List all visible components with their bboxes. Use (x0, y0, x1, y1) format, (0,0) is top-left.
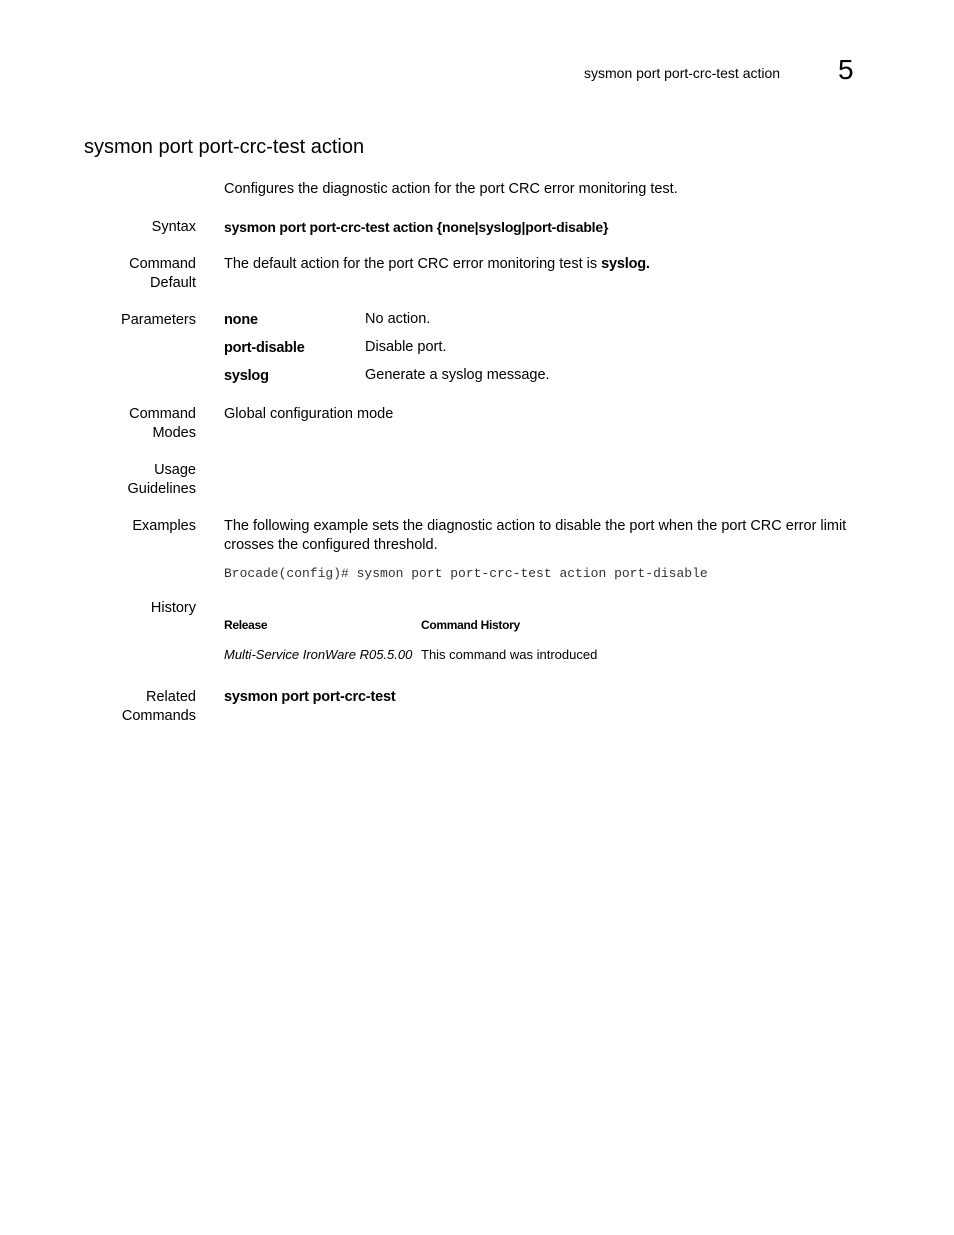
history-header-release: Release (224, 618, 268, 632)
usage-guidelines-label (127, 461, 196, 499)
param-desc-none: No action. (365, 311, 431, 327)
command-default-prefix: The default action for the port CRC error monitoring test is (224, 256, 602, 272)
command-modes-label-line2: Modes (152, 425, 196, 441)
chapter-number: 5 (838, 54, 854, 85)
command-modes-text: Global configuration mode (224, 406, 394, 422)
command-modes-label-line1: Command (129, 406, 196, 422)
related-commands-label-line2: Commands (121, 708, 196, 724)
examples-text-line1: The following example sets the diagnostic action to disable the port when the port CRC error limit (224, 518, 847, 534)
usage-guidelines-label-line2: Guidelines (127, 481, 196, 497)
running-header-title: sysmon port port-crc-test action (584, 65, 781, 81)
examples-text-line2: crosses the configured threshold. (224, 537, 438, 553)
examples-text (224, 517, 846, 555)
history-row-description: This command was introduced (421, 647, 598, 662)
history-header-command-history: Command History (421, 618, 520, 632)
command-description: Configures the diagnostic action for the port CRC error monitoring test. (224, 181, 678, 197)
command-default-label (129, 255, 196, 293)
related-commands-label-line1: Related (146, 689, 196, 705)
syntax-label: Syntax (151, 219, 196, 235)
syntax-text: sysmon port port-crc-test action {none|syslog|port-disable} (224, 219, 609, 235)
history-label: History (150, 600, 196, 616)
related-commands-label (122, 688, 196, 726)
example-code: Brocade(config)# sysmon port port-crc-test action port-disable (224, 566, 708, 581)
param-term-syslog: syslog (224, 368, 269, 384)
usage-guidelines-label-line1: Usage (154, 462, 196, 478)
command-default-text (224, 255, 650, 274)
command-default-value: syslog. (601, 256, 650, 272)
param-term-port-disable: port-disable (224, 340, 305, 356)
page-title: sysmon port port-crc-test action (84, 136, 365, 158)
command-modes-label (129, 405, 196, 443)
command-default-label-line1: Command (129, 256, 196, 272)
examples-label: Examples (132, 518, 196, 534)
related-command-link[interactable]: sysmon port port-crc-test (224, 689, 396, 705)
param-term-none: none (224, 312, 258, 328)
parameters-label: Parameters (121, 312, 196, 328)
param-desc-syslog: Generate a syslog message. (365, 367, 550, 383)
param-desc-port-disable: Disable port. (365, 339, 447, 355)
command-default-label-line2: Default (150, 275, 196, 291)
history-row-release: Multi-Service IronWare R05.5.00 (224, 647, 413, 662)
